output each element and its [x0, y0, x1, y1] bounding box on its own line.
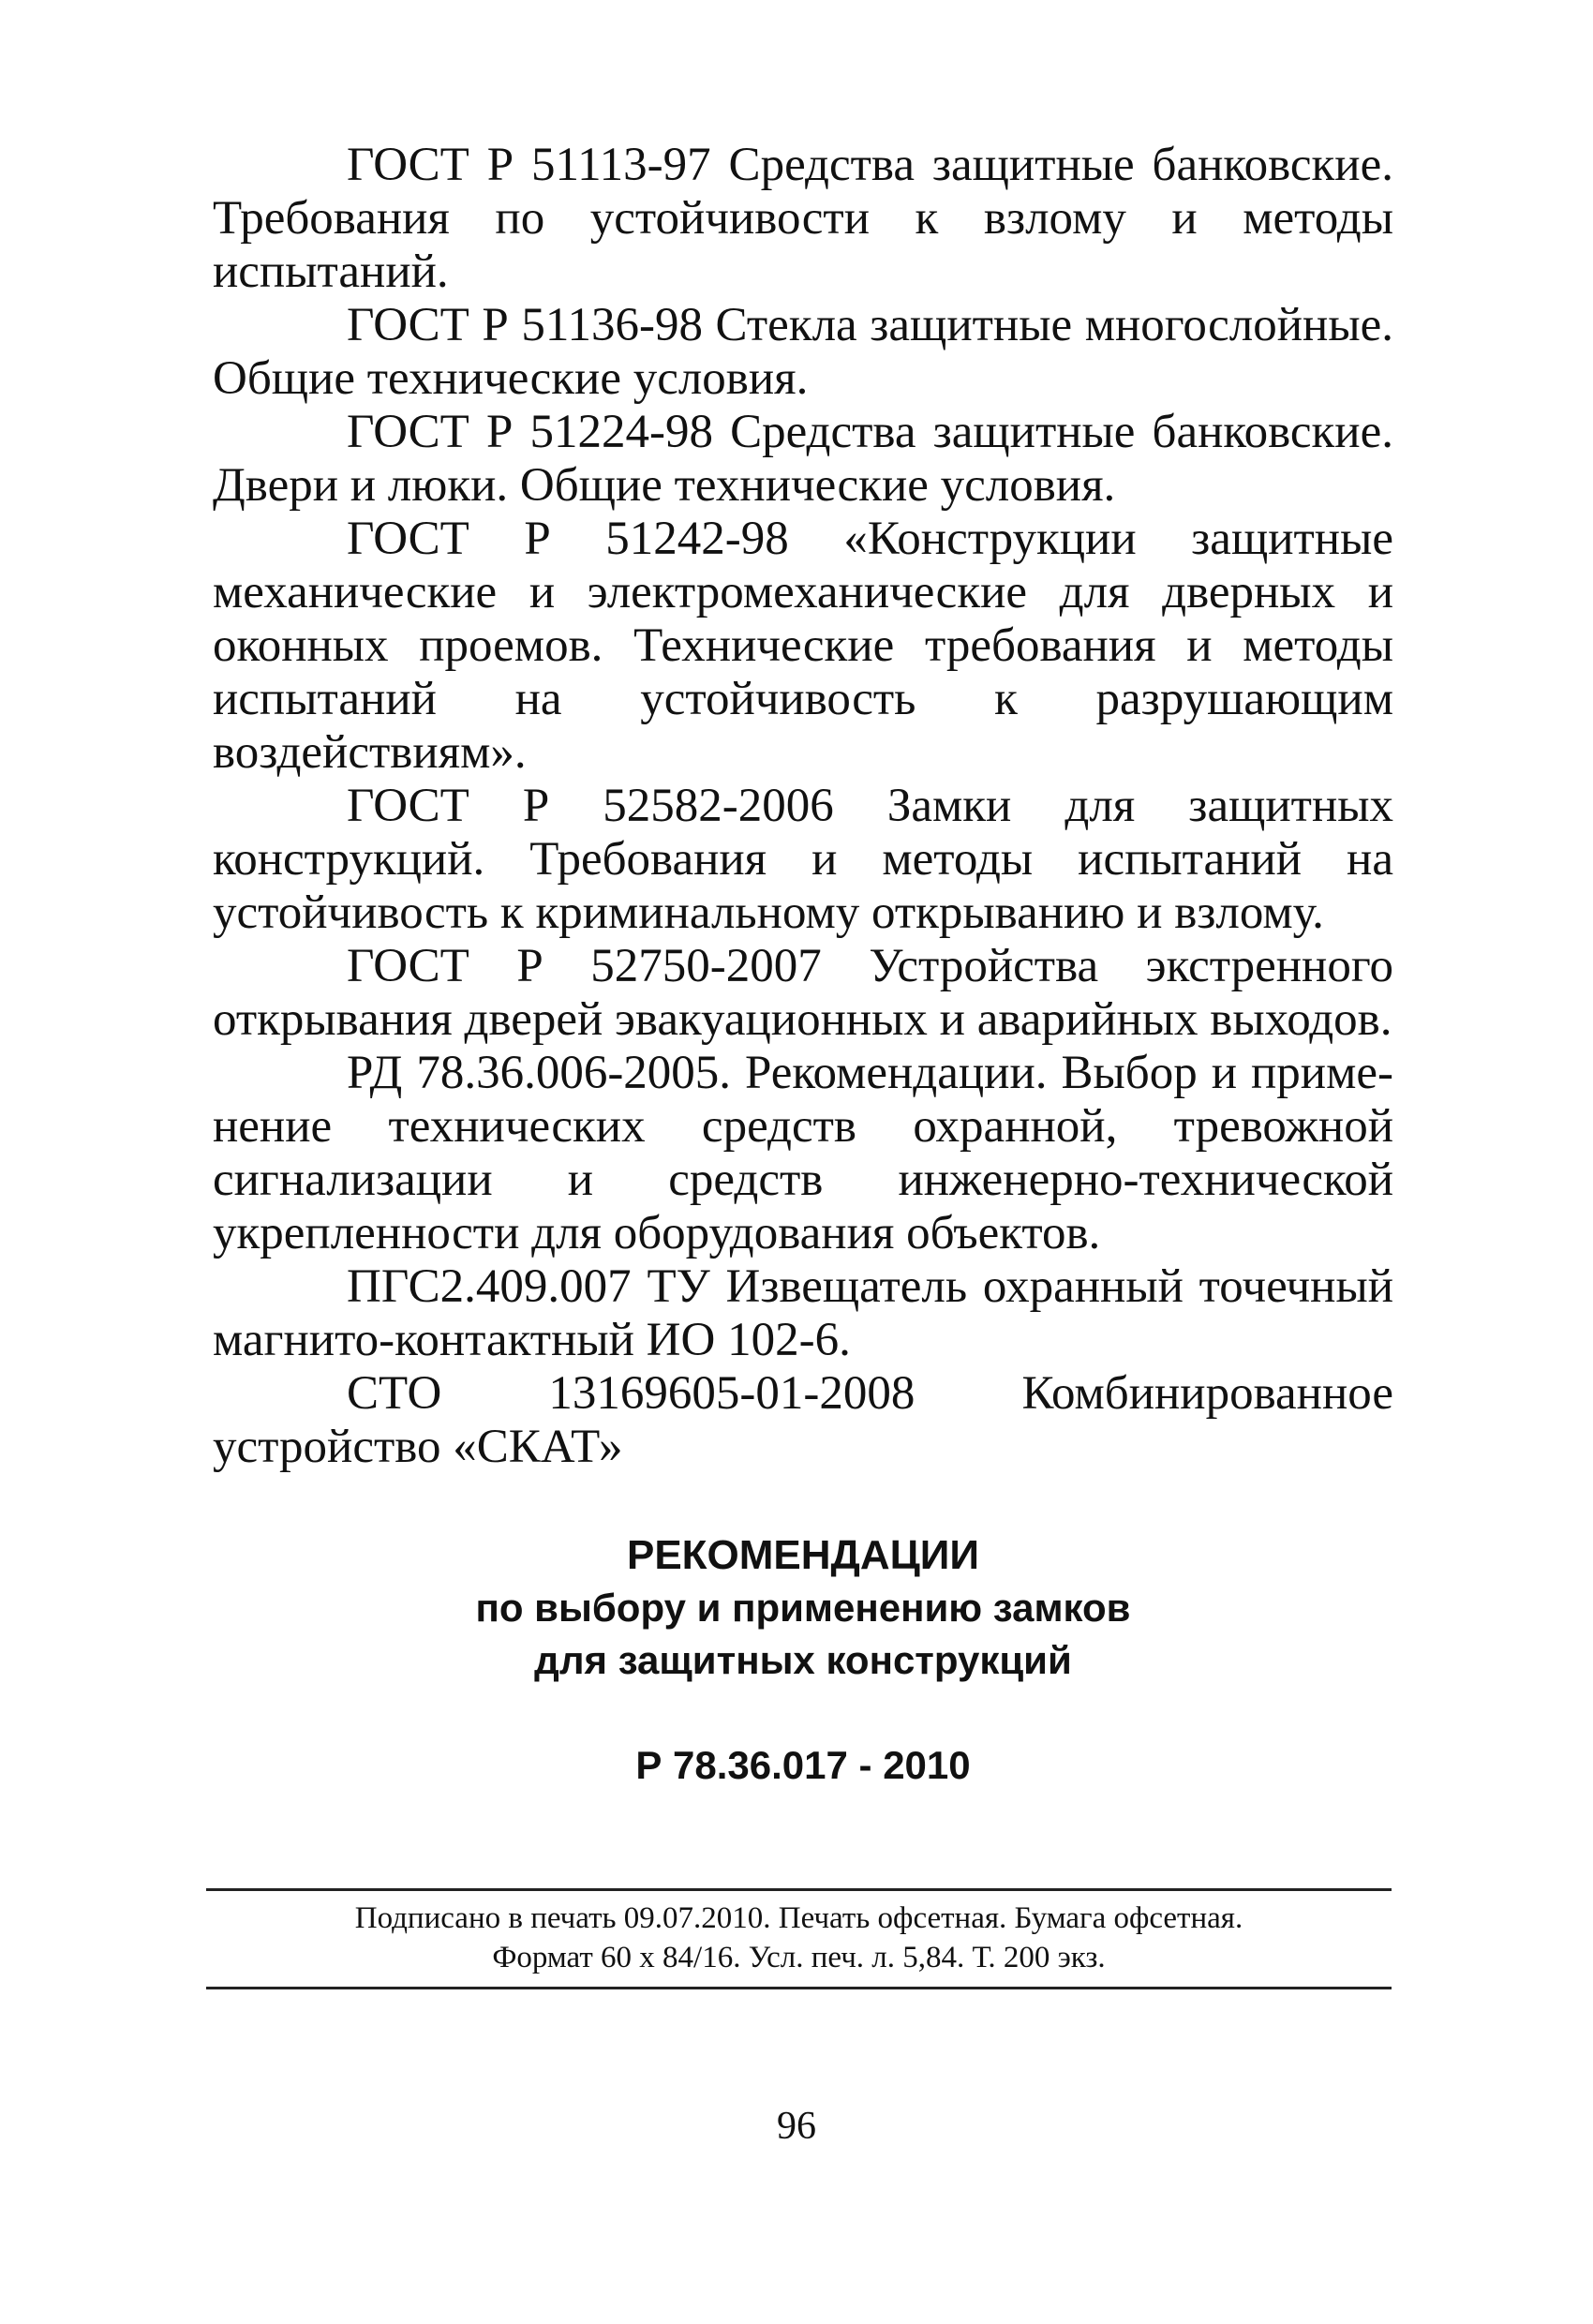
reference-item: ПГС2.409.007 ТУ Извещатель охранный точечный магнито-контактный ИО 102-6.	[213, 1260, 1393, 1366]
reference-item: СТО 13169605-01-2008 Комбинированное устройство «СКАТ»	[213, 1367, 1393, 1473]
document-title-block	[213, 1529, 1393, 1790]
page-number: 96	[777, 2105, 816, 2148]
reference-item: ГОСТ Р 52750-2007 Устройства экстренного открывания дверей эвакуационных и аварийных выходов.	[213, 940, 1393, 1046]
imprint-line-2: Формат 60 х 84/16. Усл. печ. л. 5,84. Т. 200 экз.	[492, 1941, 1106, 1974]
document-subtitle-line-1: по выбору и применению замков	[475, 1586, 1131, 1630]
reference-item: ГОСТ Р 51113-97 Средства защитные банковские. Требования по устойчивости к взлому и методы испытаний.	[213, 139, 1393, 298]
reference-item: ГОСТ Р 51242-98 «Конструкции защитные механические и электромеханические для дверных и оконных проемов. Технические требования и методы испытаний на устойчивость к разрушающим воздействиям».	[213, 513, 1393, 779]
reference-item: ГОСТ Р 52582-2006 Замки для защитных конструкций. Требования и методы испытаний на устойчивость к криминальному открыванию и взлому.	[213, 780, 1393, 939]
document-subtitle-line-2: для защитных конструкций	[534, 1638, 1072, 1682]
reference-item: ГОСТ Р 51224-98 Средства защитные банковские. Двери и люки. Общие технические условия.	[213, 406, 1393, 512]
reference-item: РД 78.36.006-2005. Рекомендации. Выбор и применение технических средств охранной, тревожной сигнализации и средств инженерно-технической укрепленности для оборудования объектов.	[213, 1047, 1393, 1259]
imprint-line-1: Подписано в печать 09.07.2010. Печать офсетная. Бумага офсетная.	[354, 1901, 1243, 1935]
document-title: РЕКОМЕНДАЦИИ	[626, 1532, 980, 1578]
reference-item: ГОСТ Р 51136-98 Стекла защитные многослойные. Общие технические условия.	[213, 299, 1393, 405]
references-list	[213, 139, 1393, 1474]
document-code: Р 78.36.017 - 2010	[635, 1743, 971, 1787]
imprint-box	[206, 1888, 1392, 1989]
